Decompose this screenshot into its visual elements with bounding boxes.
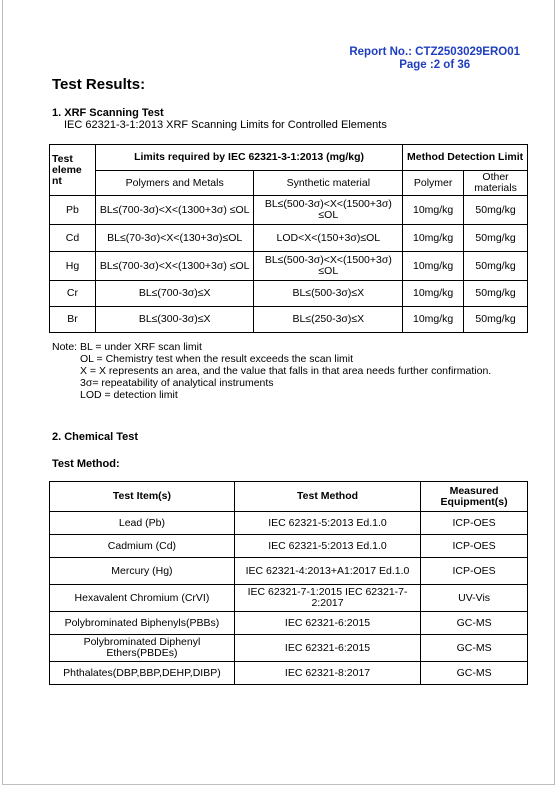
cell-item: Hexavalent Chromium (CrVI): [50, 585, 235, 612]
table-row: [50, 196, 528, 225]
cell-method: IEC 62321-5:2013 Ed.1.0: [234, 512, 420, 535]
cell-item: Polybrominated Biphenyls(PBBs): [50, 612, 235, 635]
cell-item: Phthalates(DBP,BBP,DEHP,DIBP): [50, 662, 235, 685]
cell-element: Hg: [50, 252, 96, 281]
header-limits: Limits required by IEC 62321-3-1:2013 (mg/kg): [95, 145, 402, 171]
cell-other: 50mg/kg: [464, 307, 528, 333]
note-line: X = X represents an area, and the value that falls in that area needs further confirmation.: [80, 365, 492, 377]
table-row: [50, 512, 528, 535]
cell-equipment: GC-MS: [421, 635, 528, 662]
header-test-method: Test Method: [234, 482, 420, 512]
page-number: Page :2 of 36: [399, 59, 471, 71]
note-line: LOD = detection limit: [80, 389, 178, 401]
cell-polymer: 10mg/kg: [403, 196, 464, 225]
cell-item: Cadmium (Cd): [50, 535, 235, 558]
test-method-label: Test Method:: [52, 458, 120, 470]
cell-item: Lead (Pb): [50, 512, 235, 535]
cell-polymer: 10mg/kg: [403, 281, 464, 307]
cell-synthetic: BL≤(500-3σ)≤X: [254, 281, 403, 307]
cell-element: Pb: [50, 196, 96, 225]
cell-polymers-metals: BL≤(70-3σ)<X<(130+3σ)≤OL: [95, 225, 254, 252]
cell-polymers-metals: BL≤(700-3σ)<X<(1300+3σ) ≤OL: [95, 252, 254, 281]
cell-other: 50mg/kg: [464, 252, 528, 281]
cell-synthetic: BL≤(250-3σ)≤X: [254, 307, 403, 333]
cell-equipment: ICP-OES: [421, 558, 528, 585]
cell-polymer: 10mg/kg: [403, 252, 464, 281]
header-equipment: Measured Equipment(s): [421, 482, 528, 512]
cell-method: IEC 62321-8:2017: [234, 662, 420, 685]
cell-method: IEC 62321-5:2013 Ed.1.0: [234, 535, 420, 558]
cell-equipment: GC-MS: [421, 612, 528, 635]
table-row: [50, 662, 528, 685]
section-2-heading: 2. Chemical Test: [52, 431, 138, 443]
cell-method: IEC 62321-4:2013+A1:2017 Ed.1.0: [234, 558, 420, 585]
section-1-subheading: IEC 62321-3-1:2013 XRF Scanning Limits for Controlled Elements: [64, 119, 387, 131]
cell-polymer: 10mg/kg: [403, 307, 464, 333]
cell-element: Br: [50, 307, 96, 333]
page-title: Test Results:: [52, 76, 146, 93]
cell-item: Mercury (Hg): [50, 558, 235, 585]
cell-polymers-metals: BL≤(300-3σ)≤X: [95, 307, 254, 333]
cell-synthetic: LOD<X<(150+3σ)≤OL: [254, 225, 403, 252]
cell-equipment: UV-Vis: [421, 585, 528, 612]
subheader-other: Other materials: [464, 171, 528, 196]
table-row: [50, 558, 528, 585]
header-mdl: Method Detection Limit: [403, 145, 528, 171]
cell-item: Polybrominated Diphenyl Ethers(PBDEs): [50, 635, 235, 662]
report-header: [349, 46, 520, 72]
header-test-item: Test Item(s): [50, 482, 235, 512]
header-test-element: Test eleme nt: [50, 145, 96, 196]
section-1-heading: 1. XRF Scanning Test: [52, 107, 164, 119]
note-line: Note: BL = under XRF scan limit: [52, 341, 202, 353]
cell-equipment: ICP-OES: [421, 512, 528, 535]
cell-synthetic: BL≤(500-3σ)<X<(1500+3σ) ≤OL: [254, 196, 403, 225]
cell-equipment: GC-MS: [421, 662, 528, 685]
subheader-polymers-metals: Polymers and Metals: [95, 171, 254, 196]
cell-element: Cd: [50, 225, 96, 252]
table-row: [50, 612, 528, 635]
chemical-test-table: [49, 481, 528, 685]
xrf-limits-table: [49, 144, 528, 333]
cell-polymer: 10mg/kg: [403, 225, 464, 252]
table-row: [50, 535, 528, 558]
report-number: Report No.: CTZ2503029ERO01: [349, 46, 520, 58]
subheader-polymer: Polymer: [403, 171, 464, 196]
cell-polymers-metals: BL≤(700-3σ)≤X: [95, 281, 254, 307]
cell-element: Cr: [50, 281, 96, 307]
subheader-synthetic: Synthetic material: [254, 171, 403, 196]
table-row: [50, 635, 528, 662]
table-row: [50, 585, 528, 612]
cell-polymers-metals: BL≤(700-3σ)<X<(1300+3σ) ≤OL: [95, 196, 254, 225]
table-row: [50, 225, 528, 252]
table-row: [50, 281, 528, 307]
note-line: OL = Chemistry test when the result exceeds the scan limit: [80, 353, 354, 365]
cell-equipment: ICP-OES: [421, 535, 528, 558]
notes: [52, 341, 491, 401]
table-row: [50, 307, 528, 333]
cell-method: IEC 62321-6:2015: [234, 612, 420, 635]
cell-method: IEC 62321-7-1:2015 IEC 62321-7-2:2017: [234, 585, 420, 612]
cell-other: 50mg/kg: [464, 281, 528, 307]
table-row: [50, 252, 528, 281]
cell-method: IEC 62321-6:2015: [234, 635, 420, 662]
section-1-header: [52, 107, 387, 131]
cell-other: 50mg/kg: [464, 225, 528, 252]
cell-other: 50mg/kg: [464, 196, 528, 225]
cell-synthetic: BL≤(500-3σ)<X<(1500+3σ) ≤OL: [254, 252, 403, 281]
note-line: 3σ= repeatability of analytical instruments: [80, 377, 274, 389]
